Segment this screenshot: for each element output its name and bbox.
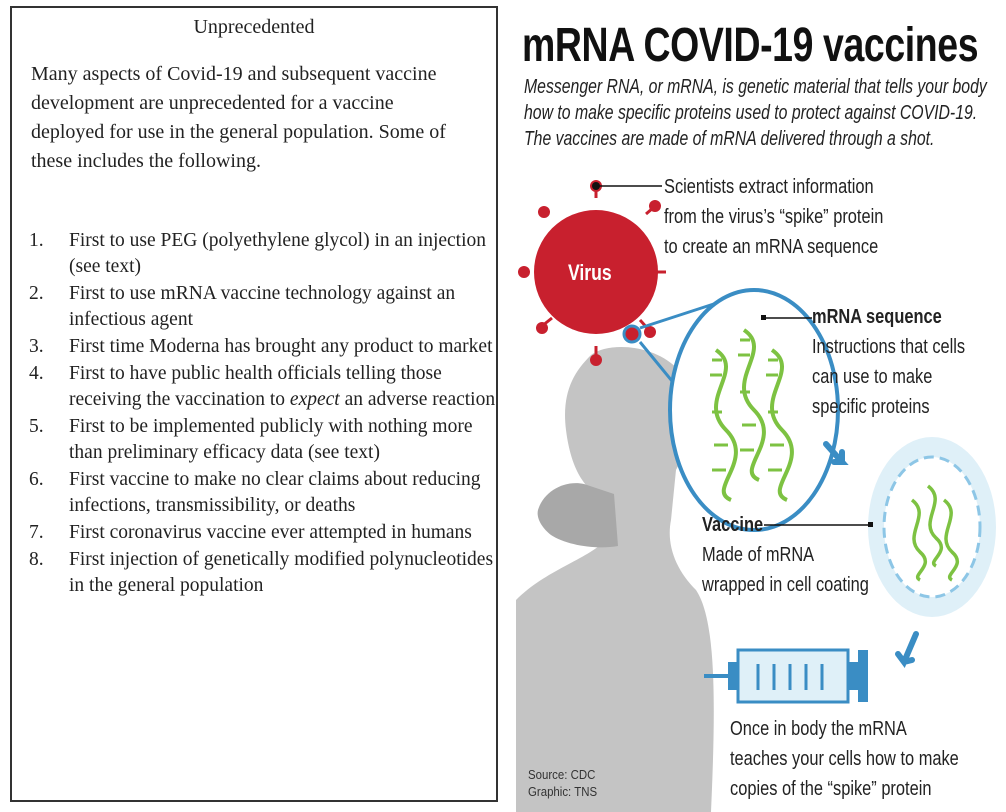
document-title: Unprecedented bbox=[193, 16, 315, 38]
list-item bbox=[12, 228, 498, 280]
unprecedented-list bbox=[12, 228, 498, 600]
list-item-number: 6. bbox=[29, 469, 44, 490]
list-item-number: 4. bbox=[29, 363, 44, 384]
step-vaccine-line: wrapped in cell coating bbox=[702, 574, 869, 596]
infographic-panel bbox=[516, 0, 1006, 812]
vaccine-particle-icon bbox=[868, 437, 996, 617]
step-in-body-line: copies of the “spike” protein bbox=[730, 778, 932, 800]
list-item bbox=[12, 414, 498, 466]
step-mrna-sequence bbox=[812, 302, 965, 422]
list-item-text-post: an adverse reaction bbox=[339, 389, 496, 410]
list-item bbox=[12, 520, 498, 546]
pointer-marker bbox=[761, 315, 766, 320]
step-extract-line: from the virus’s “spike” protein bbox=[664, 206, 884, 228]
face-mask bbox=[538, 483, 618, 547]
infographic-title: mRNA COVID-19 vaccines bbox=[522, 19, 979, 72]
step-mrna-line: can use to make bbox=[812, 366, 933, 388]
list-item-text-pre: First to have public health officials telling those receiving the vaccination to bbox=[69, 363, 442, 410]
infographic-subtitle: Messenger RNA, or mRNA, is genetic material that tells your body how to make specific proteins used to protect against COVID-19. The vaccines are made of mRNA delivered through a shot. bbox=[524, 76, 987, 150]
list-item-text: First time Moderna has brought any product to market bbox=[69, 336, 493, 357]
step-vaccine-heading: Vaccine bbox=[702, 514, 764, 536]
list-item-number: 1. bbox=[29, 230, 44, 251]
list-item bbox=[12, 334, 498, 360]
step-mrna-line: specific proteins bbox=[812, 396, 930, 418]
document-panel bbox=[10, 6, 498, 802]
list-item-text: First coronavirus vaccine ever attempted in humans bbox=[69, 522, 472, 543]
list-item-text: First to use mRNA vaccine technology against an infectious agent bbox=[69, 283, 456, 330]
list-item bbox=[12, 467, 498, 519]
step-in-body bbox=[730, 714, 959, 804]
list-item-number: 5. bbox=[29, 416, 44, 437]
list-item-text: First to use PEG (polyethylene glycol) in an injection (see text) bbox=[69, 230, 487, 277]
list-item-number: 2. bbox=[29, 283, 44, 304]
step-mrna-line: Instructions that cells bbox=[812, 336, 966, 358]
step-extract-line: to create an mRNA sequence bbox=[664, 236, 879, 258]
list-item-number: 3. bbox=[29, 336, 44, 357]
step-in-body-line: teaches your cells how to make bbox=[730, 748, 959, 770]
list-item-text: First injection of genetically modified polynucleotides in the general population bbox=[69, 549, 494, 596]
list-item-number: 7. bbox=[29, 522, 44, 543]
step-in-body-line: Once in body the mRNA bbox=[730, 718, 907, 740]
step-extract bbox=[664, 172, 883, 262]
step-vaccine-line: Made of mRNA bbox=[702, 544, 815, 566]
list-item-text: First to be implemented publicly with nothing more than preliminary efficacy data (see text) bbox=[69, 416, 473, 463]
virus-label: Virus bbox=[568, 260, 612, 285]
credit-block bbox=[528, 766, 597, 800]
list-item bbox=[12, 361, 498, 413]
list-item bbox=[12, 547, 498, 599]
document-intro: Many aspects of Covid-19 and subsequent vaccine development are unprecedented for a vaccine deployed for use in the general population. Some of these includes the following. bbox=[31, 63, 446, 172]
syringe-icon bbox=[704, 650, 868, 702]
list-item-number: 8. bbox=[29, 549, 44, 570]
step-vaccine bbox=[702, 510, 869, 600]
list-item-text: First vaccine to make no clear claims about reducing infections, transmissibility, or deaths bbox=[69, 469, 481, 516]
step-extract-line: Scientists extract information bbox=[664, 176, 874, 198]
graphic-credit: Graphic: TNS bbox=[528, 784, 598, 799]
list-item bbox=[12, 281, 498, 333]
source-credit: Source: CDC bbox=[528, 767, 596, 782]
step-mrna-heading: mRNA sequence bbox=[812, 306, 942, 328]
list-item-emphasis: expect bbox=[289, 389, 340, 410]
arrow-icon bbox=[898, 634, 916, 662]
